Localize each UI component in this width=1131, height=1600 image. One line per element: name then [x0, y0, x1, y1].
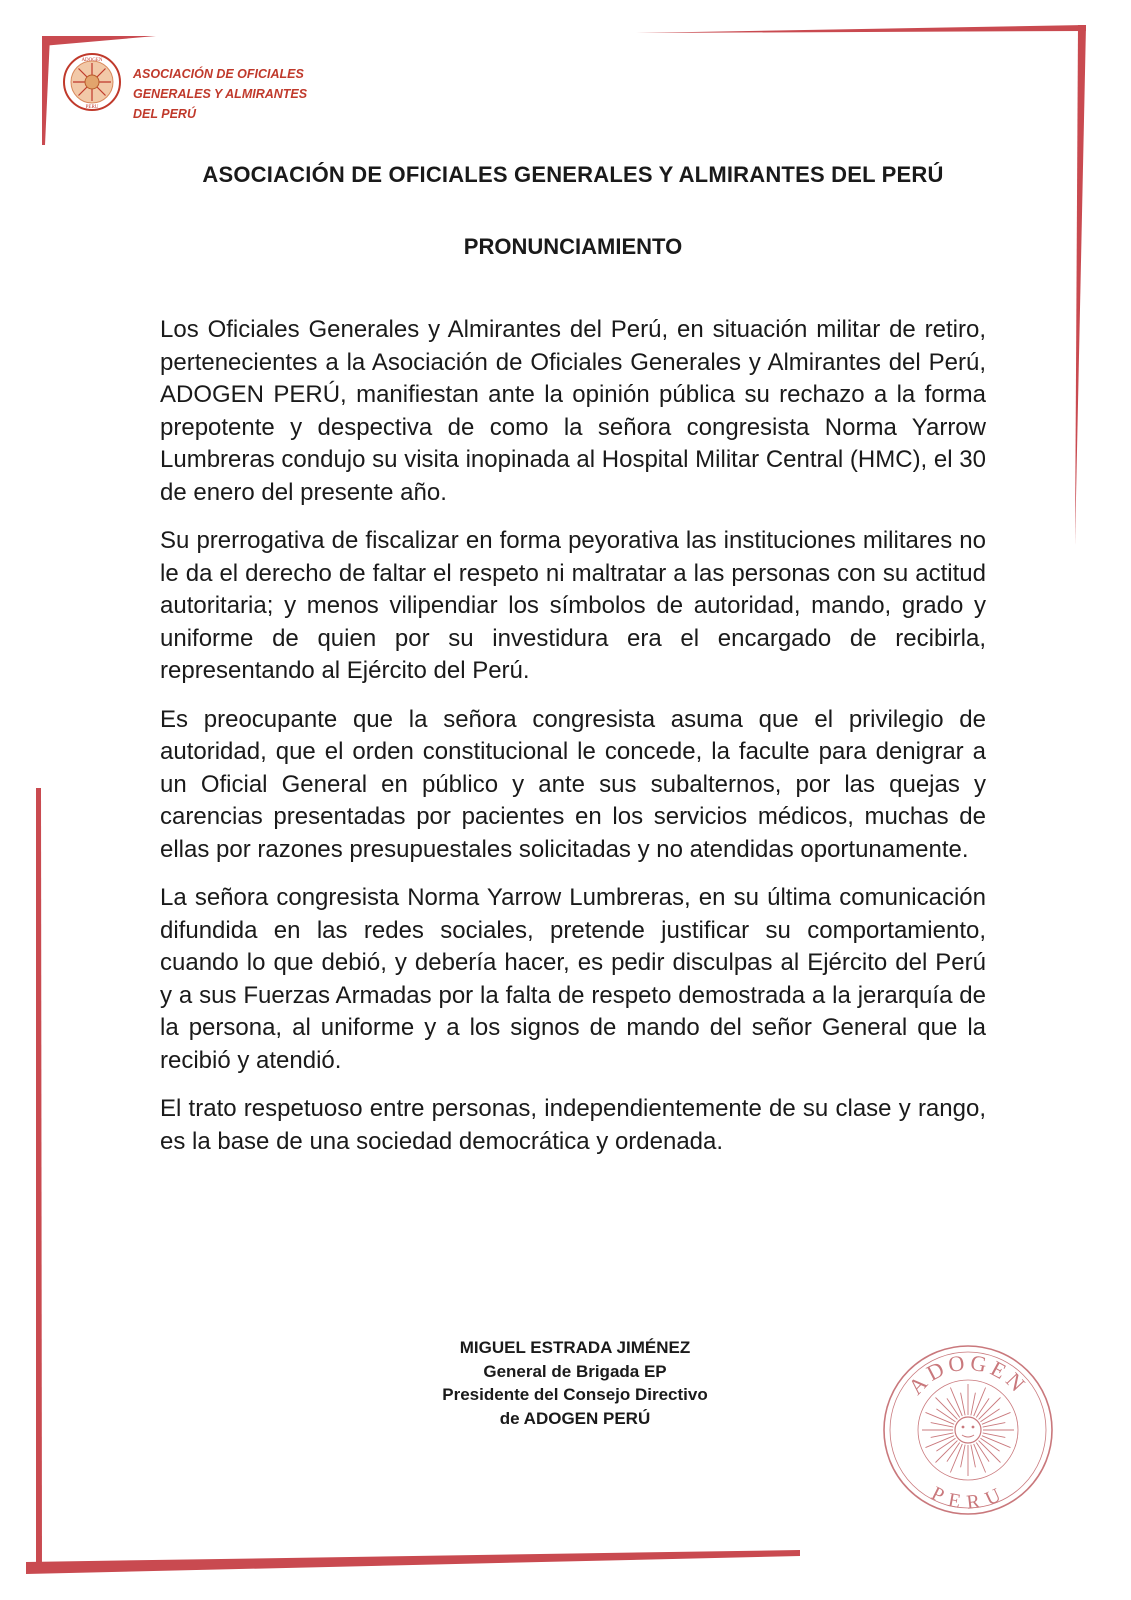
signatory-rank: General de Brigada EP [483, 1361, 667, 1381]
header-org-line: ASOCIACIÓN DE OFICIALES [133, 67, 304, 81]
body-paragraph: La señora congresista Norma Yarrow Lumbreras, en su última comunicación difundida en las redes sociales, pretende justificar su comportamiento, cuando lo que debió, y debería hacer, es pedir disculpas al Ejército del Perú y a sus Fuerzas Armadas por la falta de respeto demostrada a la jerarquía de la persona, al uniforme y a los signos de mando del señor General que la recibió y atendió. [160, 884, 986, 1074]
body-paragraph: Los Oficiales Generales y Almirantes del Perú, en situación militar de retiro, pertenecientes a la Asociación de Oficiales Generales y Almirantes del Perú, ADOGEN PERÚ, manifiestan ante la opinión pública su rechazo a la forma prepotente y despectiva de como la señora congresista Norma Yarrow Lumbreras condujo su visita inopinada al Hospital Militar Central (HMC), el 30 de enero del presente año. [160, 316, 986, 506]
body-paragraph: Es preocupante que la señora congresista asuma que el privilegio de autoridad, que el orden constitucional le concede, la faculte para denigrar a un Oficial General en público y ante sus subalternos, por las quejas y carencias presentadas por pacientes en los servicios médicos, muchas de ellas por razones presupuestales solicitadas y no atendidas oportunamente. [160, 705, 986, 863]
document-title: PRONUNCIAMIENTO [463, 234, 683, 259]
body-paragraph: El trato respetuoso entre personas, independientemente de su clase y rango, es la base de una sociedad democrática y ordenada. [160, 1095, 986, 1155]
signature-block [380, 1336, 770, 1430]
seal-top-text: ADOGEN [903, 1349, 1033, 1400]
header-org-line: DEL PERÚ [133, 107, 196, 121]
signatory-name: MIGUEL ESTRADA JIMÉNEZ [459, 1338, 691, 1357]
signatory-organization: de ADOGEN PERÚ [499, 1408, 651, 1428]
adogen-seal-icon [880, 1338, 1055, 1523]
body-paragraph: Su prerrogativa de fiscalizar en forma peyorativa las instituciones militares no le da el derecho de faltar el respeto ni maltratar a las personas con su actitud autoritaria; y menos vilipendiar los símbolos de autoridad, mando, grado y uniforme de quien por su investidura era el encargado de recibirla, representando al Ejército del Perú. [160, 527, 986, 684]
seal-bottom-text: PERU [927, 1482, 1008, 1514]
document-body [160, 314, 986, 1174]
header-org-name [133, 64, 353, 124]
organization-title: ASOCIACIÓN DE OFICIALES GENERALES Y ALMIRANTES DEL PERÚ [202, 162, 944, 187]
signatory-position: Presidente del Consejo Directivo [442, 1385, 708, 1404]
svg-text:ADOGEN: ADOGEN [81, 58, 103, 63]
header-org-line: GENERALES Y ALMIRANTES [133, 87, 308, 101]
svg-text:PERU: PERU [85, 105, 99, 110]
adogen-emblem-icon [62, 52, 122, 112]
